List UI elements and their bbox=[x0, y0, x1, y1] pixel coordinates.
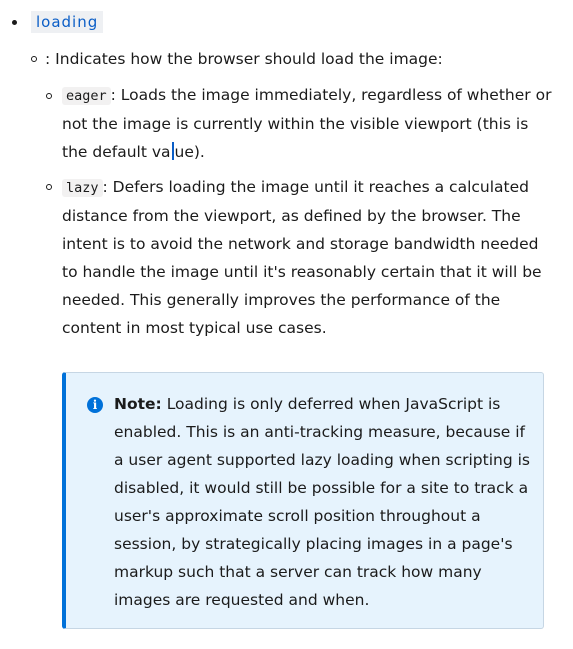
description-prefix: : bbox=[45, 50, 51, 68]
value-lazy-text: : Defers loading the image until it reaches a calculated distance from the viewport, as defined by the browser. The intent is to avoid the network and storage bandwidth needed to handle the image until it's reasonably certain that it will be needed. This generally improves the performance of the content in most typical use cases. bbox=[62, 178, 542, 337]
note-label: Note: bbox=[114, 395, 162, 413]
value-eager-text: : Loads the image immediately, regardless of whether or not the image is currently within the visible viewport (this is the default va bbox=[62, 86, 552, 161]
description-text: Indicates how the browser should load the image: bbox=[55, 50, 443, 68]
description-line bbox=[45, 45, 443, 73]
keyword-eager: eager bbox=[62, 87, 111, 105]
keyword-lazy: lazy bbox=[62, 179, 103, 197]
note-body: Loading is only deferred when JavaScript is enabled. This is an anti-tracking measure, because if a user agent supported lazy loading when scripting is disabled, it would still be possible for a site to track a user's approximate scroll position throughout a session, by strategically placing images in a page's markup such that a server can track how many images are requested and when. bbox=[114, 395, 530, 609]
value-lazy-paragraph bbox=[62, 173, 552, 342]
circle-bullet bbox=[46, 184, 52, 190]
note-text bbox=[114, 390, 534, 614]
circle-bullet bbox=[31, 56, 37, 62]
value-eager-text-end: ue). bbox=[174, 143, 205, 161]
bullet-disc bbox=[12, 20, 17, 25]
text-cursor bbox=[172, 142, 174, 160]
circle-bullet bbox=[46, 93, 52, 99]
info-icon: i bbox=[87, 397, 103, 413]
note-callout bbox=[62, 372, 544, 629]
value-eager-paragraph bbox=[62, 81, 552, 166]
attribute-name-link[interactable]: loading bbox=[31, 11, 103, 33]
